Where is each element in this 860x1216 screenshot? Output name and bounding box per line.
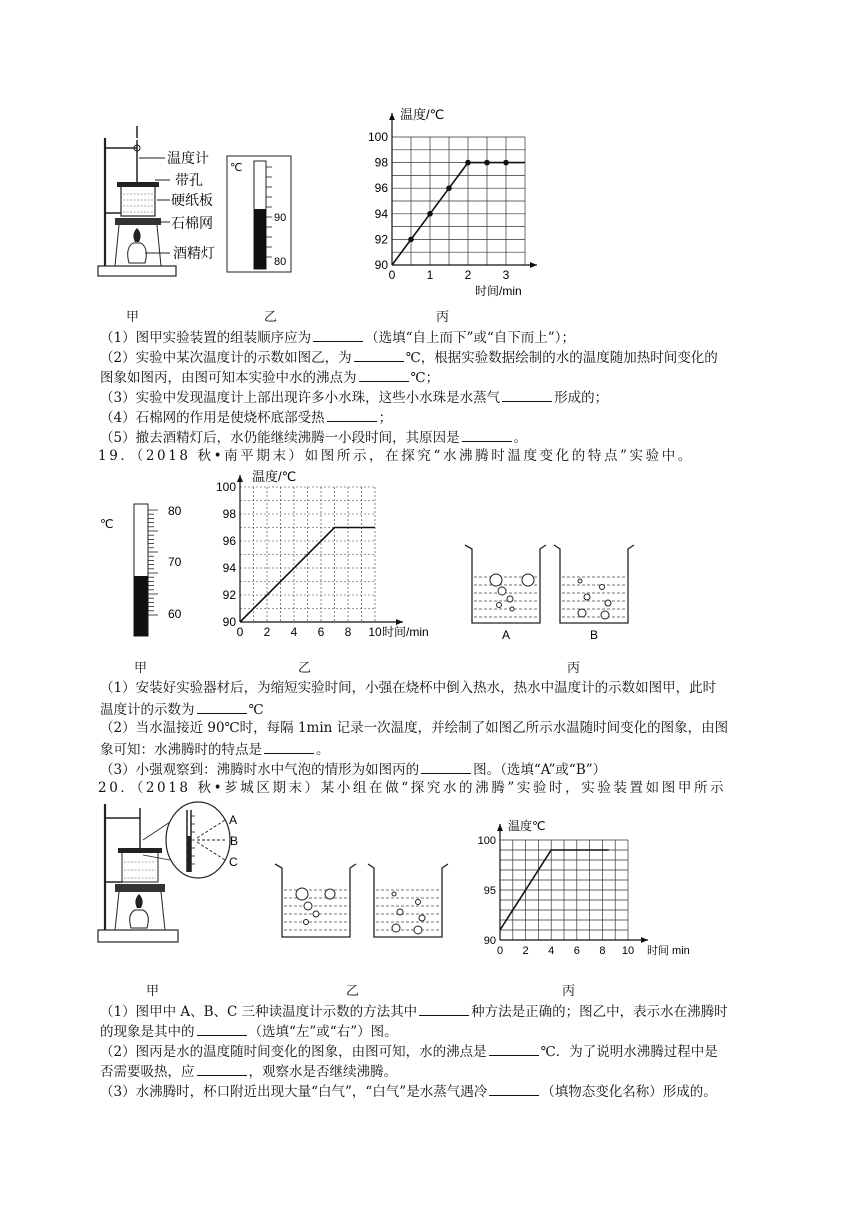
x-tick-label: 4 bbox=[290, 625, 298, 639]
q19-caption-yi: 乙 bbox=[298, 661, 312, 676]
y-tick-label: 98 bbox=[374, 155, 388, 170]
data-point bbox=[408, 237, 414, 243]
x-tick-label: 8 bbox=[344, 625, 352, 639]
y-axis-label: 温度℃ bbox=[508, 819, 546, 833]
x-axis-arrow bbox=[641, 937, 648, 943]
q20-temperature-chart bbox=[475, 818, 715, 968]
thermo-tick-60: 60 bbox=[168, 607, 182, 621]
y-tick-label: 90 bbox=[222, 615, 236, 629]
q20-caption-yi: 乙 bbox=[346, 984, 360, 999]
y-tick-label: 98 bbox=[222, 507, 236, 521]
q19-line-2: （2）当水温接近 90℃时，每隔 1min 记录一次温度，并绘制了如图乙所示水温随时间变化的图象，由图 bbox=[100, 720, 729, 736]
beaker-b bbox=[554, 545, 634, 623]
q18-line-3: （3）实验中发现温度计上部出现许多小水珠，这些小水珠是水蒸气 形成的； bbox=[100, 387, 608, 407]
x-tick-label: 0 bbox=[236, 625, 244, 639]
answer-blank[interactable] bbox=[197, 1021, 247, 1036]
y-axis-arrow bbox=[389, 113, 395, 120]
y-tick-label: 94 bbox=[222, 561, 236, 575]
answer-blank[interactable] bbox=[197, 1061, 247, 1076]
x-axis-label: 时间/min bbox=[382, 625, 429, 639]
answer-blank[interactable] bbox=[359, 367, 409, 382]
beaker-label-a: A bbox=[502, 628, 511, 642]
q19-line-2b: 象可知：水沸腾时的特点是 。 bbox=[100, 739, 330, 759]
x-axis-label: 时间 min bbox=[647, 945, 690, 957]
y-tick-label: 92 bbox=[222, 588, 236, 602]
q20-line-2: （2）图丙是水的温度随时间变化的图象，由图可知，水的沸点是 ℃．为了说明水沸腾过程中是 bbox=[100, 1041, 718, 1061]
q19-line-3: （3）小强观察到：沸腾时水中气泡的情形为如图丙的 图。（选填“A”或“B”） bbox=[100, 759, 606, 779]
q20-beakers-figure bbox=[272, 862, 472, 947]
thermo-unit: ℃ bbox=[100, 517, 114, 531]
y-tick-label: 90 bbox=[374, 258, 388, 272]
answer-blank[interactable] bbox=[419, 1001, 469, 1016]
x-tick-label: 6 bbox=[317, 625, 325, 639]
q18-thermometer-figure bbox=[226, 155, 294, 275]
y-tick-label: 100 bbox=[477, 835, 496, 847]
q19-caption-jia: 甲 bbox=[134, 661, 148, 676]
q18-line-2b: 图象如图丙，由图可知本实验中水的沸点为 ℃； bbox=[100, 367, 439, 387]
x-axis-arrow bbox=[530, 262, 537, 268]
read-label-a: A bbox=[229, 813, 238, 827]
answer-blank[interactable] bbox=[197, 699, 247, 714]
thermo-tick-80: 80 bbox=[168, 504, 182, 518]
q18-line-4: （4）石棉网的作用是使烧杯底部受热 ； bbox=[100, 407, 392, 427]
beaker-left bbox=[275, 864, 356, 937]
read-label-b: B bbox=[230, 834, 239, 848]
y-axis-label: 温度/℃ bbox=[400, 107, 445, 122]
y-axis-label: 温度/℃ bbox=[252, 469, 297, 484]
thermo-tick-70: 70 bbox=[168, 555, 182, 569]
x-tick-label: 0 bbox=[388, 268, 396, 282]
y-tick-label: 95 bbox=[483, 885, 496, 897]
q18-line-2: （2）实验中某次温度计的示数如图乙，为 ℃，根据实验数据绘制的水的温度随加热时间变化的 bbox=[100, 347, 718, 367]
q19-temperature-chart bbox=[212, 465, 452, 645]
label-alcohol-lamp: 酒精灯 bbox=[173, 245, 215, 261]
q20-line-1b: 的现象是其中的 （选填“左”或“右”）图。 bbox=[100, 1021, 398, 1041]
q19-line-1: （1）安装好实验器材后，为缩短实验时间，小强在烧杯中倒入热水，热水中温度计的示数如图甲，此时 bbox=[100, 680, 717, 696]
x-tick-label: 1 bbox=[426, 268, 434, 282]
y-tick-label: 100 bbox=[215, 480, 236, 494]
answer-blank[interactable] bbox=[421, 759, 471, 774]
q18-caption-yi: 乙 bbox=[264, 310, 278, 325]
thermo-tick-90: 90 bbox=[274, 212, 287, 224]
data-point bbox=[503, 160, 509, 166]
answer-blank[interactable] bbox=[264, 739, 314, 754]
y-tick-label: 94 bbox=[374, 206, 388, 221]
beaker-label-b: B bbox=[590, 628, 599, 642]
y-tick-label: 96 bbox=[374, 181, 388, 196]
q19-heading: 19．（2018 秋•南平期末）如图所示，在探究“水沸腾时温度变化的特点”实验中。 bbox=[98, 448, 694, 464]
x-tick-label: 10 bbox=[368, 625, 382, 639]
answer-blank[interactable] bbox=[489, 1081, 539, 1096]
q20-caption-jia: 甲 bbox=[146, 984, 160, 999]
beaker-right bbox=[368, 864, 448, 937]
q20-line-1: （1）图甲中 A、B、C 三种读温度计示数的方法其中 种方法是正确的；图乙中，表示水在沸腾时 bbox=[100, 1001, 728, 1021]
q20-heading: 20．（2018 秋•芗城区期末）某小组在做“探究水的沸腾”实验时，实验装置如图甲所示 bbox=[98, 780, 727, 796]
x-tick-label: 2 bbox=[263, 625, 271, 639]
q18-temperature-chart bbox=[365, 105, 545, 300]
x-tick-label: 0 bbox=[496, 945, 504, 957]
data-point bbox=[484, 160, 490, 166]
x-axis-label: 时间/min bbox=[475, 284, 522, 298]
q18-caption-jia: 甲 bbox=[126, 310, 140, 325]
answer-blank[interactable] bbox=[313, 327, 363, 342]
x-tick-label: 10 bbox=[621, 945, 635, 957]
label-asbestos-net: 石棉网 bbox=[171, 215, 213, 231]
q20-line-2b: 否需要吸热，应 ，观察水是否继续沸腾。 bbox=[100, 1061, 397, 1081]
q20-caption-bing: 丙 bbox=[562, 984, 576, 999]
q18-caption-bing: 丙 bbox=[436, 310, 450, 325]
label-cardboard: 硬纸板 bbox=[171, 192, 213, 208]
label-holed: 带孔 bbox=[175, 172, 203, 188]
thermo-unit: ℃ bbox=[230, 162, 243, 174]
x-tick-label: 2 bbox=[522, 945, 529, 957]
data-point bbox=[446, 185, 452, 191]
q18-line-1: （1）图甲实验装置的组装顺序应为 （选填“自上而下”或“自下而上”）； bbox=[100, 327, 575, 347]
x-tick-label: 4 bbox=[548, 945, 555, 957]
q20-line-3: （3）水沸腾时，杯口附近出现大量“白气”，“白气”是水蒸气遇冷 （填物态变化名称）形成的。 bbox=[100, 1081, 717, 1101]
answer-blank[interactable] bbox=[462, 427, 512, 442]
x-tick-label: 2 bbox=[464, 268, 472, 282]
q18-line-5: （5）撤去酒精灯后，水仍能继续沸腾一小段时间，其原因是 。 bbox=[100, 427, 527, 447]
y-tick-label: 90 bbox=[483, 935, 496, 947]
q20-apparatus-figure bbox=[95, 800, 270, 950]
answer-blank[interactable] bbox=[502, 387, 552, 402]
q19-caption-bing: 丙 bbox=[567, 661, 581, 676]
data-point bbox=[465, 160, 471, 166]
y-axis-arrow bbox=[497, 824, 503, 831]
q19-thermometer-figure bbox=[98, 500, 188, 640]
answer-blank[interactable] bbox=[489, 1041, 539, 1056]
answer-blank[interactable] bbox=[327, 407, 377, 422]
x-tick-label: 8 bbox=[599, 945, 606, 957]
q19-line-1b: 温度计的示数为 ℃ bbox=[100, 699, 264, 719]
data-point bbox=[427, 211, 433, 217]
thermo-tick-80: 80 bbox=[274, 256, 287, 268]
x-tick-label: 3 bbox=[502, 268, 510, 282]
y-tick-label: 100 bbox=[367, 130, 388, 144]
y-tick-label: 96 bbox=[222, 534, 236, 548]
q19-beakers-figure bbox=[462, 543, 652, 643]
y-tick-label: 92 bbox=[374, 232, 388, 247]
label-thermometer: 温度计 bbox=[167, 150, 209, 166]
x-tick-label: 6 bbox=[573, 945, 580, 957]
read-label-c: C bbox=[229, 855, 238, 869]
answer-blank[interactable] bbox=[354, 347, 404, 362]
y-axis-arrow bbox=[237, 475, 243, 482]
beaker-a bbox=[465, 545, 546, 623]
